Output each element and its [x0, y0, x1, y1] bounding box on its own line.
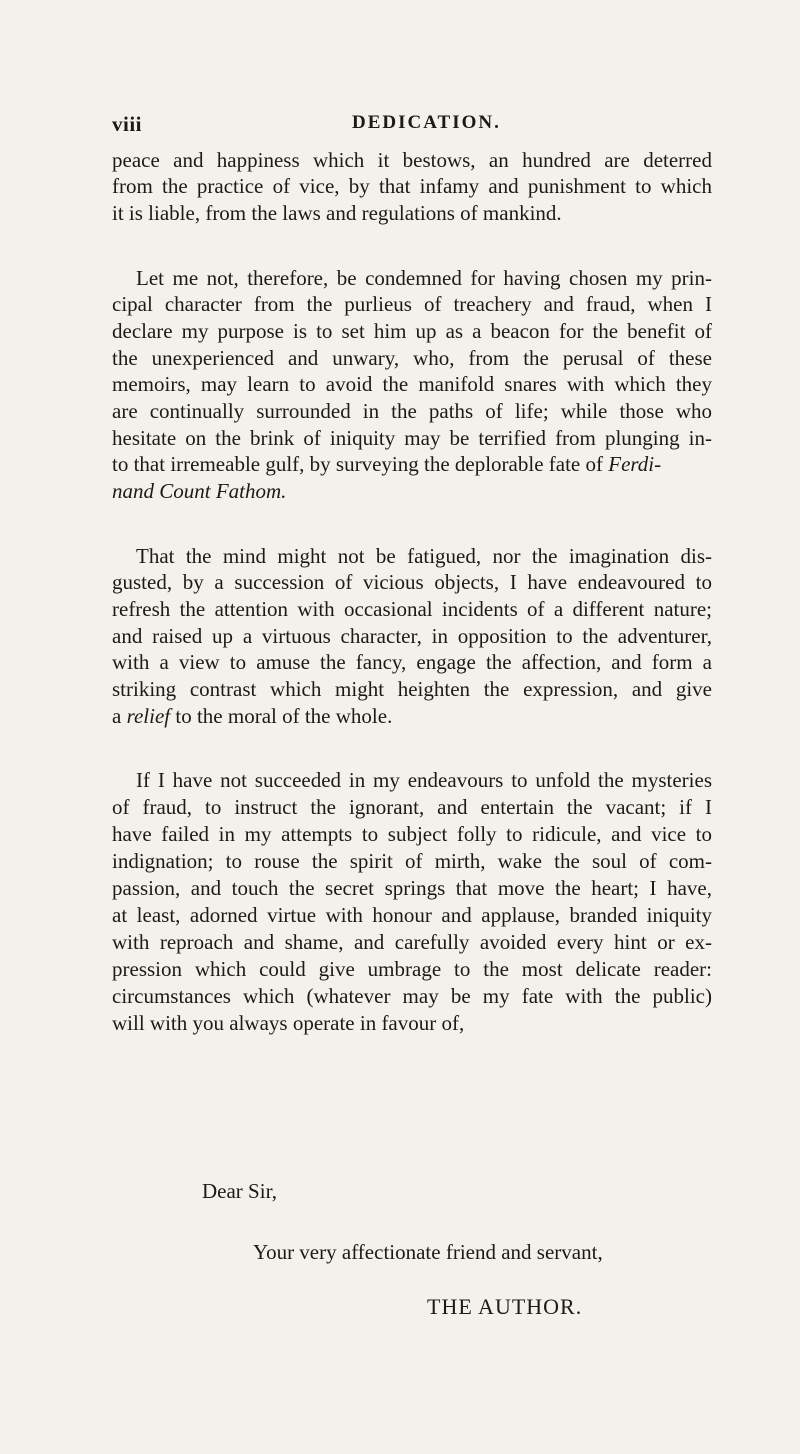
page-number: viii: [112, 112, 143, 136]
text-segment: to that irremeable gulf, by surveying the deplorable fate of: [112, 452, 609, 476]
text-line: [112, 704, 392, 728]
text-line: will with you always operate in favour of,: [112, 1011, 465, 1035]
text-line: indignation; to rouse the spirit of mirth, wake the soul of com-: [112, 849, 712, 873]
text-line: If I have not succeeded in my endeavours to unfold the mysteries: [136, 768, 712, 792]
text-line: at least, adorned virtue with honour and applause, branded iniquity: [112, 903, 712, 927]
text-segment: a: [112, 704, 127, 728]
text-line: That the mind might not be fatigued, nor the imagination dis-: [136, 544, 712, 568]
text-line: declare my purpose is to set him up as a beacon for the benefit of: [112, 319, 712, 343]
signature: THE AUTHOR.: [427, 1294, 583, 1319]
text-line: with reproach and shame, and carefully avoided every hint or ex-: [112, 930, 712, 954]
text-line: circumstances which (whatever may be my fate with the public): [112, 984, 712, 1008]
text-line: the unexperienced and unwary, who, from the perusal of these: [112, 346, 712, 370]
text-line: with a view to amuse the fancy, engage the affection, and form a: [112, 650, 712, 674]
text-line: of fraud, to instruct the ignorant, and entertain the vacant; if I: [112, 795, 712, 819]
text-line: it is liable, from the laws and regulations of mankind.: [112, 201, 562, 225]
text-line: peace and happiness which it bestows, an hundred are deterred: [112, 148, 712, 172]
running-head: [112, 112, 732, 142]
text-line: memoirs, may learn to avoid the manifold snares with which they: [112, 372, 712, 396]
text-line: nand Count Fathom.: [112, 479, 287, 503]
text-line: and raised up a virtuous character, in opposition to the adventurer,: [112, 624, 712, 648]
text-line: are continually surrounded in the paths of life; while those who: [112, 399, 712, 423]
valediction: Your very affectionate friend and servant,: [253, 1240, 603, 1264]
salutation: Dear Sir,: [202, 1179, 277, 1203]
text-line: pression which could give umbrage to the most delicate reader:: [112, 957, 712, 981]
text-line: cipal character from the purlieus of treachery and fraud, when I: [112, 292, 712, 316]
text-line: hesitate on the brink of iniquity may be terrified from plunging in-: [112, 426, 712, 450]
text-line: passion, and touch the secret springs that move the heart; I have,: [112, 876, 712, 900]
text-line: have failed in my attempts to subject folly to ridicule, and vice to: [112, 822, 712, 846]
text-line: [112, 452, 661, 476]
italic-word: relief: [126, 704, 171, 728]
italic-name: Ferdi-: [608, 452, 662, 476]
text-line: gusted, by a succession of vicious objects, I have endeavoured to: [112, 570, 712, 594]
text-segment: to the moral of the whole.: [170, 704, 393, 728]
text-line: from the practice of vice, by that infamy and punishment to which: [112, 174, 712, 198]
text-line: Let me not, therefore, be condemned for having chosen my prin-: [136, 266, 712, 290]
text-line: striking contrast which might heighten the expression, and give: [112, 677, 712, 701]
text-line: refresh the attention with occasional incidents of a different nature;: [112, 597, 712, 621]
running-title: DEDICATION.: [352, 112, 501, 133]
